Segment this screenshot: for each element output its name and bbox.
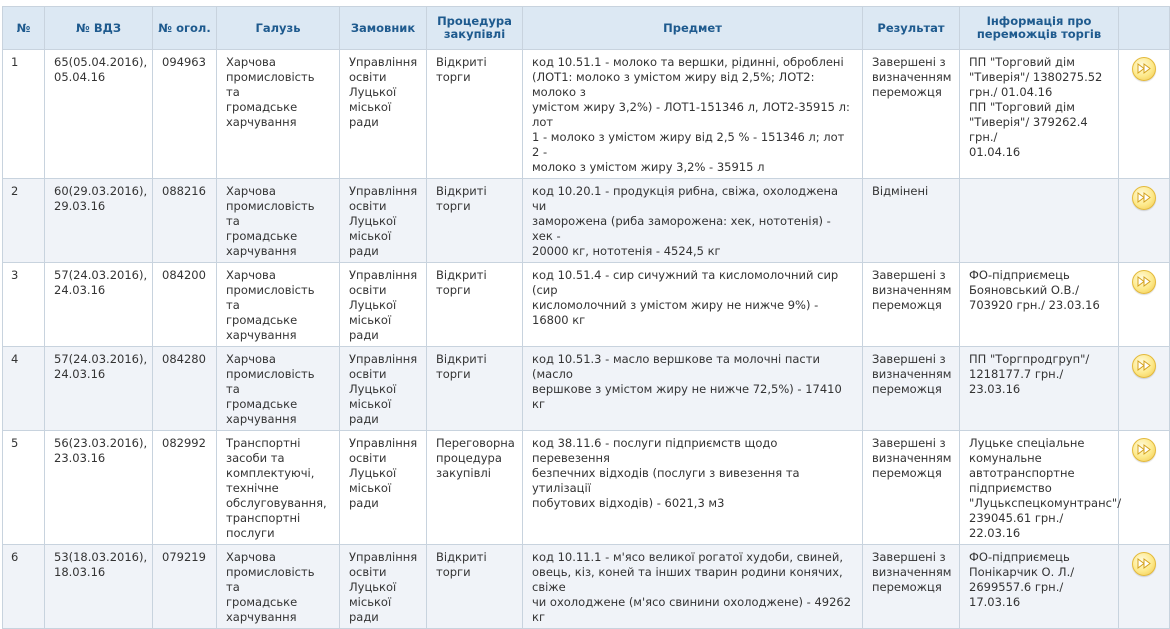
- fast-forward-icon[interactable]: [1132, 57, 1156, 81]
- cell-industry: Харчова промисловість та громадське харчування: [217, 347, 340, 431]
- cell-num: 3: [3, 263, 45, 347]
- cell-vdz: 53(18.03.2016), 18.03.16: [45, 545, 153, 629]
- cell-subject: код 10.51.1 - молоко та вершки, рідинні, оброблені (ЛОТ1: молоко з умістом жиру від 2,5%; ЛОТ2: молоко з умістом жиру 3,2%) - ЛОТ1-151346 л, ЛОТ2-35915 л: лот 1 - молоко з умістом жиру від 2,5 % - 151346 л; лот 2 - молоко з умістом жиру 3,2% - 35915 л: [523, 50, 863, 179]
- cell-subject: код 38.11.6 - послуги підприємств щодо перевезення безпечних відходів (послуги з вивезення та утилізації побутових відходів) - 6021,3 м3: [523, 431, 863, 545]
- cell-customer: Управління освіти Луцької міської ради: [340, 347, 427, 431]
- table-row[interactable]: [3, 263, 1170, 347]
- cell-num: 2: [3, 179, 45, 263]
- cell-procedure: Переговорна процедура закупівлі: [427, 431, 523, 545]
- cell-subject: код 10.51.4 - сир сичужний та кисломолочний сир (сир кисломолочний з умістом жиру не нижче 9%) - 16800 кг: [523, 263, 863, 347]
- cell-announce: 088216: [153, 179, 217, 263]
- cell-procedure: Відкриті торги: [427, 179, 523, 263]
- cell-winners: ФО-підприємець Бояновський О.В./ 703920 грн./ 23.03.16: [960, 263, 1119, 347]
- cell-industry: Харчова промисловість та громадське харчування: [217, 179, 340, 263]
- cell-winners: Луцьке спеціальне комунальне автотранспортне підприємство "Луцькспецкомунтранс"/ 239045.61 грн./ 22.03.16: [960, 431, 1119, 545]
- cell-subject: код 10.11.1 - м'ясо великої рогатої худоби, свиней, овець, кіз, коней та інших тварин родини конячих, свіже чи охолоджене (м'ясо свинини охолоджене) - 49262 кг: [523, 545, 863, 629]
- col-header-num[interactable]: №: [3, 7, 45, 50]
- cell-customer: Управління освіти Луцької міської ради: [340, 263, 427, 347]
- cell-vdz: 57(24.03.2016), 24.03.16: [45, 263, 153, 347]
- cell-customer: Управління освіти Луцької міської ради: [340, 179, 427, 263]
- cell-industry: Транспортні засоби та комплектуючі, технічне обслуговування, транспортні послуги: [217, 431, 340, 545]
- cell-industry: Харчова промисловість та громадське харчування: [217, 545, 340, 629]
- col-header-customer[interactable]: Замовник: [340, 7, 427, 50]
- cell-procedure: Відкриті торги: [427, 50, 523, 179]
- cell-announce: 082992: [153, 431, 217, 545]
- col-header-industry[interactable]: Галузь: [217, 7, 340, 50]
- cell-procedure: Відкриті торги: [427, 545, 523, 629]
- table-header-row: [3, 7, 1170, 50]
- cell-announce: 079219: [153, 545, 217, 629]
- cell-num: 5: [3, 431, 45, 545]
- cell-num: 6: [3, 545, 45, 629]
- cell-vdz: 60(29.03.2016), 29.03.16: [45, 179, 153, 263]
- table-row[interactable]: [3, 179, 1170, 263]
- cell-vdz: 56(23.03.2016), 23.03.16: [45, 431, 153, 545]
- col-header-result[interactable]: Результат: [863, 7, 960, 50]
- cell-result: Завершені з визначенням переможця: [863, 347, 960, 431]
- cell-action: [1119, 263, 1170, 347]
- cell-announce: 094963: [153, 50, 217, 179]
- cell-announce: 084280: [153, 347, 217, 431]
- cell-action: [1119, 431, 1170, 545]
- cell-vdz: 57(24.03.2016), 24.03.16: [45, 347, 153, 431]
- fast-forward-icon[interactable]: [1132, 186, 1156, 210]
- cell-action: [1119, 179, 1170, 263]
- cell-winners: ФО-підприємець Понікарчик О. Л./ 2699557.6 грн./ 17.03.16: [960, 545, 1119, 629]
- col-header-winners[interactable]: Інформація про переможців торгів: [960, 7, 1119, 50]
- col-header-subject[interactable]: Предмет: [523, 7, 863, 50]
- cell-winners: ПП "Торговий дім "Тиверія"/ 1380275.52 грн./ 01.04.16 ПП "Торговий дім "Тиверія"/ 379262.4 грн./ 01.04.16: [960, 50, 1119, 179]
- table-row[interactable]: [3, 347, 1170, 431]
- fast-forward-icon[interactable]: [1132, 354, 1156, 378]
- cell-subject: код 10.20.1 - продукція рибна, свіжа, охолоджена чи заморожена (риба заморожена: хек, нототенія) - хек - 20000 кг, нототенія - 4524,5 кг: [523, 179, 863, 263]
- fast-forward-icon[interactable]: [1132, 438, 1156, 462]
- cell-winners: ПП "Торгпродгруп"/ 1218177.7 грн./ 23.03.16: [960, 347, 1119, 431]
- col-header-announce[interactable]: № огол.: [153, 7, 217, 50]
- fast-forward-icon[interactable]: [1132, 552, 1156, 576]
- cell-customer: Управління освіти Луцької міської ради: [340, 545, 427, 629]
- cell-announce: 084200: [153, 263, 217, 347]
- cell-action: [1119, 50, 1170, 179]
- cell-subject: код 10.51.3 - масло вершкове та молочні пасти (масло вершкове з умістом жиру не нижче 72,5%) - 17410 кг: [523, 347, 863, 431]
- cell-action: [1119, 545, 1170, 629]
- fast-forward-icon[interactable]: [1132, 270, 1156, 294]
- cell-customer: Управління освіти Луцької міської ради: [340, 431, 427, 545]
- cell-num: 1: [3, 50, 45, 179]
- cell-procedure: Відкриті торги: [427, 263, 523, 347]
- cell-vdz: 65(05.04.2016), 05.04.16: [45, 50, 153, 179]
- cell-action: [1119, 347, 1170, 431]
- cell-procedure: Відкриті торги: [427, 347, 523, 431]
- cell-result: Завершені з визначенням переможця: [863, 545, 960, 629]
- cell-result: Завершені з визначенням переможця: [863, 263, 960, 347]
- cell-winners: [960, 179, 1119, 263]
- col-header-procedure[interactable]: Процедура закупівлі: [427, 7, 523, 50]
- table-row[interactable]: [3, 431, 1170, 545]
- col-header-action: [1119, 7, 1170, 50]
- cell-industry: Харчова промисловість та громадське харчування: [217, 50, 340, 179]
- table-row[interactable]: [3, 545, 1170, 629]
- cell-customer: Управління освіти Луцької міської ради: [340, 50, 427, 179]
- cell-result: Завершені з визначенням переможця: [863, 50, 960, 179]
- col-header-vdz[interactable]: № ВДЗ: [45, 7, 153, 50]
- cell-industry: Харчова промисловість та громадське харчування: [217, 263, 340, 347]
- table-row[interactable]: [3, 50, 1170, 179]
- cell-num: 4: [3, 347, 45, 431]
- tenders-table: [2, 6, 1170, 629]
- cell-result: Відмінені: [863, 179, 960, 263]
- cell-result: Завершені з визначенням переможця: [863, 431, 960, 545]
